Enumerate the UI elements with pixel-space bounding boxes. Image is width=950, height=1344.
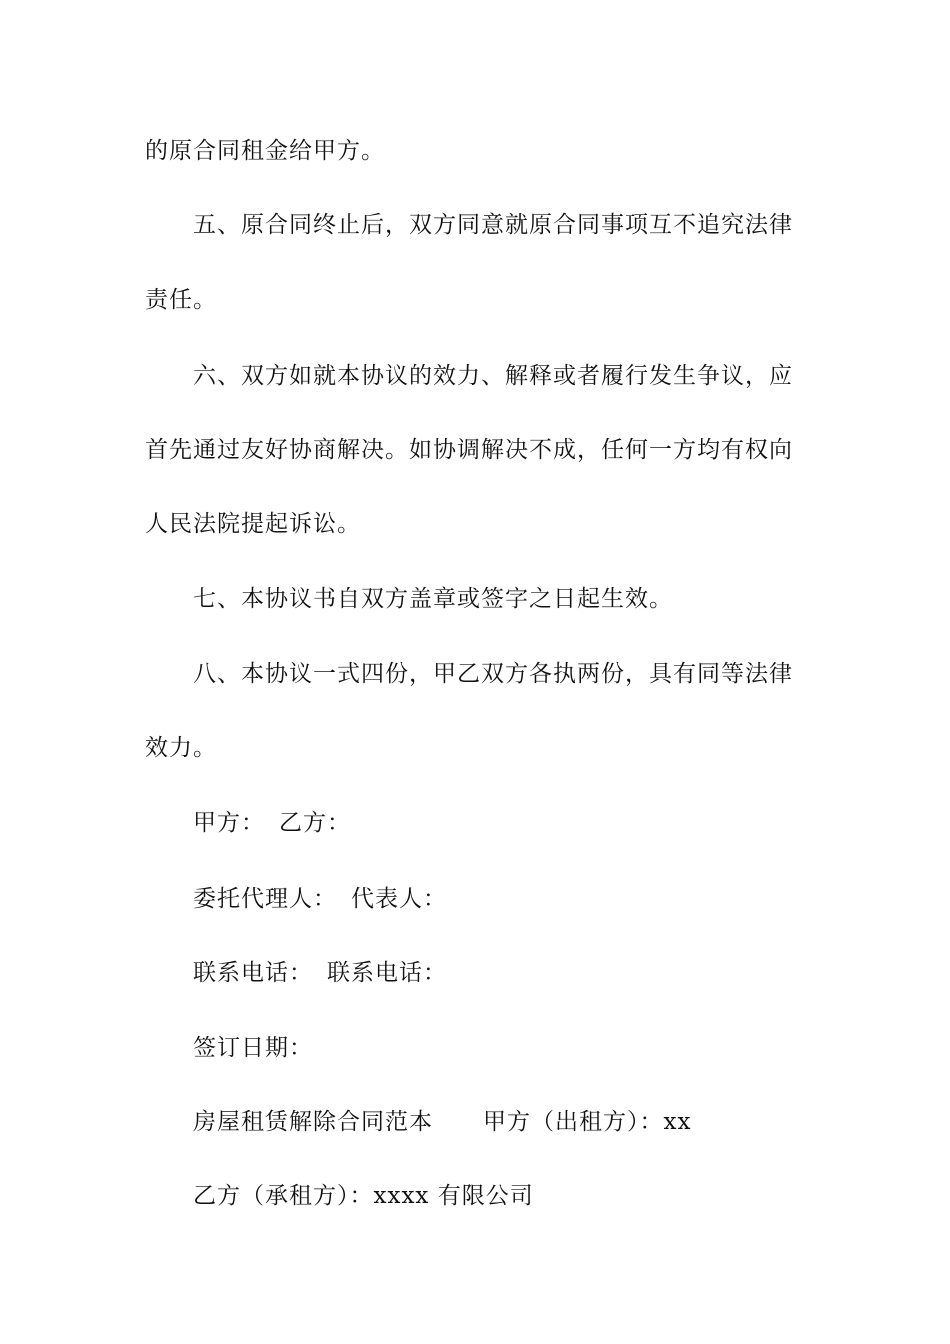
phone-label-b: 联系电话： — [327, 960, 447, 986]
paragraph-line: 责任。 — [145, 287, 217, 313]
signature-phones — [193, 958, 447, 988]
clause-six: 六、双方如就本协议的效力、解释或者履行发生争议，应 — [193, 363, 793, 389]
phone-label-a: 联系电话： — [193, 960, 313, 986]
next-doc-heading — [193, 1107, 691, 1137]
lessee-line: 乙方（承租方）：xxxx 有限公司 — [193, 1183, 534, 1209]
signature-parties — [193, 808, 351, 838]
clause-five: 五、原合同终止后，双方同意就原合同事项互不追究法律 — [193, 212, 793, 238]
agent-label: 委托代理人： — [193, 886, 337, 912]
paragraph-line: 首先通过友好协商解决。如协调解决不成，任何一方均有权向 — [145, 437, 793, 463]
signing-date-label: 签订日期： — [193, 1035, 313, 1061]
clause-eight: 八、本协议一式四份，甲乙双方各执两份，具有同等法律 — [193, 661, 793, 687]
paragraph-line: 效力。 — [145, 735, 217, 761]
lessor-line: 甲方（出租方）：xx — [483, 1109, 692, 1135]
party-a-label: 甲方： — [193, 810, 265, 836]
paragraph-line: 人民法院提起诉讼。 — [145, 511, 361, 537]
paragraph-line: 的原合同租金给甲方。 — [145, 138, 385, 164]
next-doc-title: 房屋租赁解除合同范本 — [193, 1109, 433, 1135]
clause-seven: 七、本协议书自双方盖章或签字之日起生效。 — [193, 586, 673, 612]
party-b-label: 乙方： — [279, 810, 351, 836]
representative-label: 代表人： — [351, 886, 447, 912]
signature-agents — [193, 884, 447, 914]
